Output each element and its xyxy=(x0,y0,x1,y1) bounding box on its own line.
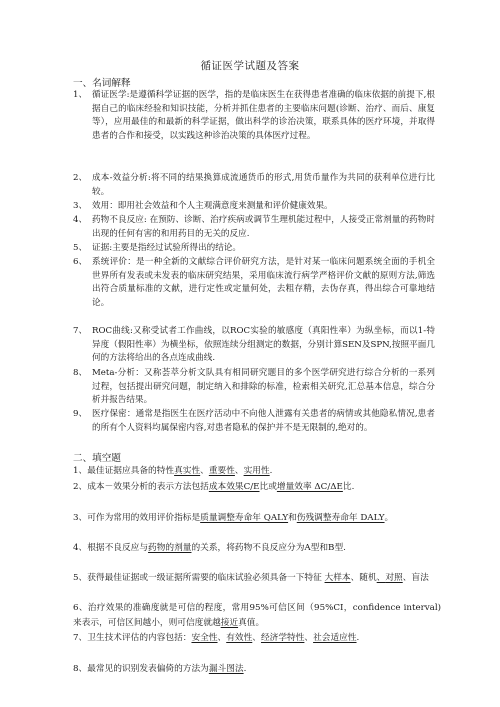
fill-question-text: 、 xyxy=(304,633,314,643)
term-text: 循证医学:是遵循科学证据的医学，指的是临床医生在获得患者准确的临床依据的前提下,根据自己的临床经验和知识技能，分析并抓住患者的主要临床问题(诊断、治疗、而后、康复等），应用最佳的和最新的科学证据，做出科学的诊治决策，联系具体的医疗环境，并取得患者的合作和接受，以实践这种诊治决策的具体医疗过程。 xyxy=(92,90,435,142)
fill-question-text: 、盲法 xyxy=(402,573,429,583)
fill-question-text: 7、卫生技术评估的内容包括： xyxy=(73,633,192,643)
fill-answer: 成本效果C/E xyxy=(208,482,260,492)
fill-question-text: 6、治疗效果的准确度就是可信的程度，常用95%可信区间（95%CI，confidence interval)来表示，可信区间越小，则可信度就越 xyxy=(73,603,441,628)
section-heading-fill-in: 二、填空题 xyxy=(73,453,121,464)
fill-item-1 xyxy=(73,464,441,479)
fill-answer: 大样本 xyxy=(324,573,351,583)
term-number: 7、 xyxy=(73,326,88,336)
fill-answer: 经济学特性 xyxy=(260,633,305,643)
fill-question-text: 的关系，将药物不良反应分为A型和B型. xyxy=(191,543,346,553)
fill-item-3 xyxy=(73,511,441,526)
term-text: Meta-分析：又称荟萃分析文队具有相同研究题目的多个医学研究进行综合分析的一系列过程，包括提出研究问题，制定纳入和排除的标准，检索相关研究,汇总基本信息，综合分析并报告结果。 xyxy=(92,368,435,406)
fill-text xyxy=(73,480,441,495)
fill-question-text: . xyxy=(243,664,247,674)
fill-question-text: 4、根据不良反应与 xyxy=(73,543,149,553)
fill-question-text: 3、可作为常用的效用评价指标是 xyxy=(73,513,201,523)
fill-question-text: 比或 xyxy=(259,482,277,492)
term-number: 3、 xyxy=(73,201,88,211)
section-heading-definitions: 一、名词解释 xyxy=(73,78,131,89)
fill-item-8 xyxy=(73,662,441,677)
fill-answer: 增量效率 ΔC/ΔE xyxy=(276,482,343,492)
term-item-8 xyxy=(73,367,435,408)
term-number: 4、 xyxy=(73,215,88,225)
term-text: ROC曲线:又称受试者工作曲线，以ROC实验的敏感度（真阳性率）为纵坐标，而以1-特异度（假阳性率）为横坐标，依照连续分组测定的数据，分别计算SEN及SPN,按照平面几何的方法将给出的各点连成曲线. xyxy=(92,326,435,364)
fill-question-text: . xyxy=(356,633,360,643)
fill-question-text: 真值。 xyxy=(238,617,265,628)
fill-text xyxy=(73,662,441,677)
fill-item-5 xyxy=(73,571,441,586)
fill-question-text: 和 xyxy=(288,513,297,523)
term-item-7 xyxy=(73,325,435,366)
fill-text xyxy=(73,541,441,556)
term-text: 系统评价：是一种全新的文献综合评价研究方法，是针对某一临床问题系统全面的手机全世界所有发表或未发表的临床研究结果，采用临床流行病学严格评价文献的原则方法,筛选出符合质量标准的文献，进行定性或定量何处，去粗存精，去伪存真，得出综合可靠地结论。 xyxy=(92,257,435,309)
fill-text xyxy=(73,464,441,479)
fill-item-6 xyxy=(73,601,441,631)
document-title: 循证医学试题及答案 xyxy=(200,60,300,72)
term-text: 证据:主要是指经过试验所得出的结论。 xyxy=(92,243,241,253)
fill-answer: 实用性 xyxy=(243,466,270,476)
fill-question-text: 比. xyxy=(342,482,355,492)
fill-question-text: 、 xyxy=(200,466,209,476)
term-item-3 xyxy=(73,200,435,214)
fill-question-text: . xyxy=(269,466,273,476)
fill-answer: 伤残调整寿命年 DALY xyxy=(296,513,385,523)
fill-answer: 真实性 xyxy=(174,466,201,476)
fill-question-text: 2、成本－效果分析的表示方法包括 xyxy=(73,482,209,492)
term-number: 9、 xyxy=(73,409,88,419)
term-text: 效用：即用社会效益和个人主观满意度来测量和评价健康效果。 xyxy=(92,201,333,211)
fill-answer: 接近 xyxy=(220,617,239,628)
term-text: 医疗保密：通常是指医生在医疗活动中不向他人泄露有关患者的病情或其他隐私情况,患者的所有个人资料均属保密内容,对患者隐私的保护并不是无限制的,绝对的。 xyxy=(92,409,435,433)
fill-question-text: 、 xyxy=(252,633,261,643)
term-item-1 xyxy=(73,89,435,144)
fill-question-text: 、 xyxy=(217,633,227,643)
fill-item-4 xyxy=(73,541,441,556)
term-text: 成本-效益分析:将不同的结果换算成流通货币的形式,用货币量作为共同的获利单位进行比较。 xyxy=(92,173,435,197)
fill-question-text: 5、获得最佳证据或一级证据所需要的临床试验必须具备一下特征 xyxy=(73,573,325,583)
fill-answer: 对照 xyxy=(385,573,403,583)
fill-question-text: 1、最佳证据应具备的特性 xyxy=(73,466,175,476)
fill-question-text: 、 xyxy=(234,466,244,476)
fill-text xyxy=(73,511,441,526)
fill-item-7 xyxy=(73,631,441,646)
term-item-4 xyxy=(73,214,435,241)
fill-text xyxy=(73,571,441,586)
fill-answer: 社会适应性 xyxy=(313,633,357,643)
fill-question-text: 、随机 xyxy=(350,573,377,583)
fill-answer: 药物的剂量 xyxy=(148,543,192,553)
fill-question-text: 8、最常见的识别发表偏倚的方法为 xyxy=(73,664,209,674)
fill-answer: 安全性 xyxy=(191,633,218,643)
term-item-5 xyxy=(73,242,435,256)
term-item-2 xyxy=(73,172,435,199)
fill-answer: 、 xyxy=(376,573,386,583)
term-number: 8、 xyxy=(73,368,88,378)
fill-text xyxy=(73,631,441,646)
term-item-6 xyxy=(73,256,435,311)
fill-answer: 重要性 xyxy=(208,466,235,476)
fill-question-text: 。 xyxy=(384,513,394,523)
term-number: 2、 xyxy=(73,173,88,183)
fill-answer: 有效性 xyxy=(226,633,253,643)
term-number: 5、 xyxy=(73,243,88,253)
term-number: 6、 xyxy=(73,257,88,267)
fill-answer: 漏斗图法 xyxy=(208,664,244,674)
fill-item-2 xyxy=(73,480,441,495)
term-item-9 xyxy=(73,408,435,435)
fill-text xyxy=(73,601,441,631)
term-number: 1、 xyxy=(73,90,88,100)
fill-answer: 质量调整寿命年 QALY xyxy=(200,513,289,523)
term-text: 药物不良反应: 在预防、诊断、治疗疾病或调节生理机能过程中，人接受正常剂量的药物时出现的任何有害的和用药目的无关的反应. xyxy=(92,215,435,239)
